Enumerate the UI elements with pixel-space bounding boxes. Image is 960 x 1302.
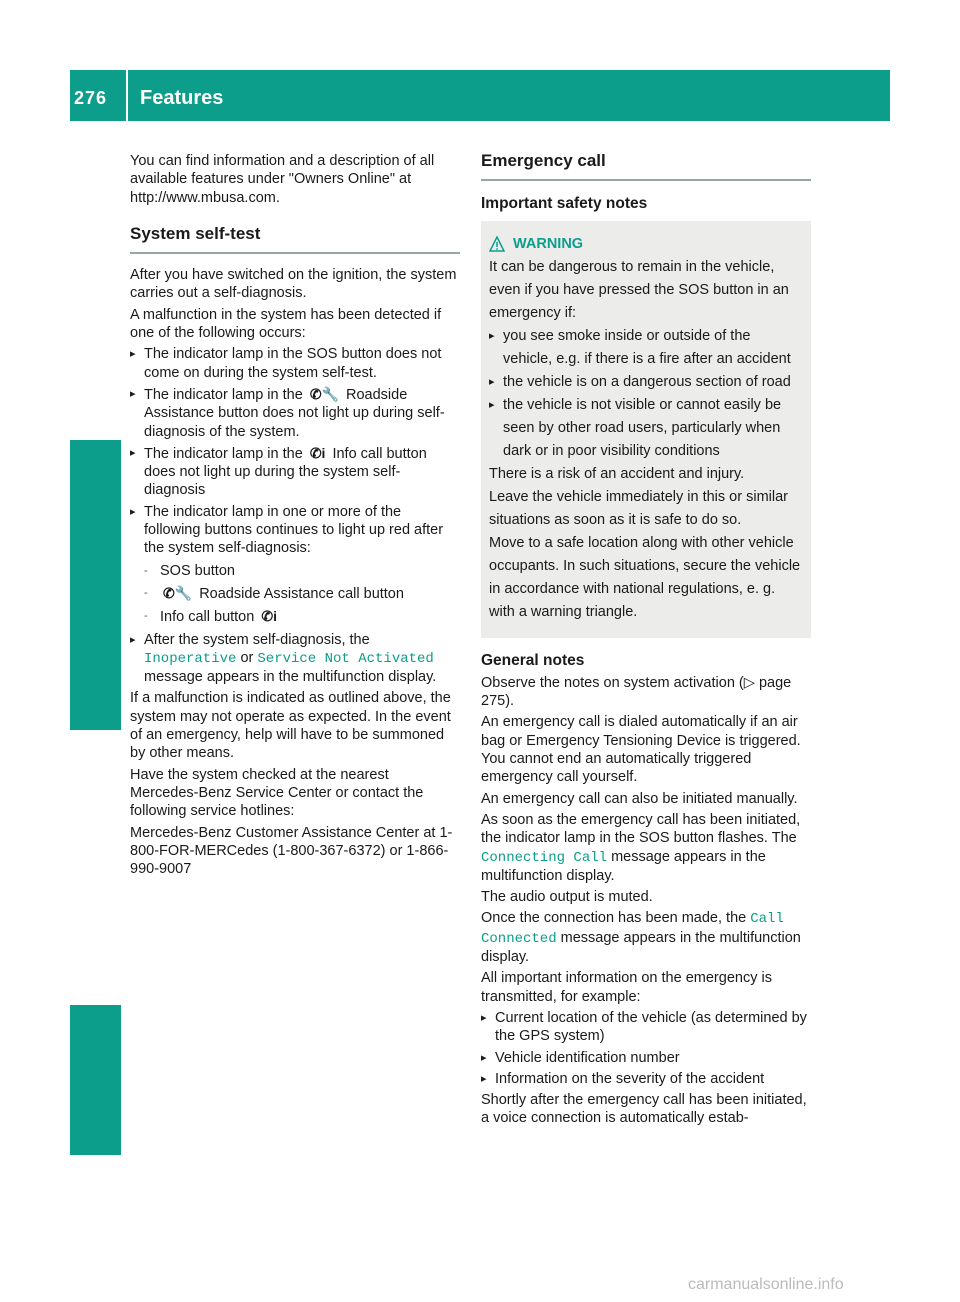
voice-connection-paragraph: Shortly after the emergency call has been initiated, a voice connection is automatically estab- [481, 1092, 807, 1127]
list-item: ▸ the vehicle is on a dangerous section of road [489, 371, 803, 394]
page-ref-arrow-icon: ▷ [743, 674, 755, 691]
left-column [130, 152, 460, 881]
audio-paragraph: The audio output is muted. [481, 889, 653, 906]
sublist-item: - ✆🔧 Roadside Assistance call button [144, 584, 460, 603]
auto-call-paragraph: An emergency call is dialed automatically if an air bag or Emergency Tensioning Device is triggered. You cannot end an automatically triggered emergency call yourself. [481, 714, 801, 786]
list-item: ▸ the vehicle is not visible or cannot easily be seen by other road users, particularly when dark or in poor visibility conditions [489, 394, 803, 463]
list-item: ▸ you see smoke inside or outside of the vehicle, e.g. if there is a fire after an accident [489, 325, 803, 371]
manual-call-paragraph: An emergency call can also be initiated manually. [481, 790, 798, 807]
connected-paragraph: Once the connection has been made, the Call Connected message appears in the multifunction display. [481, 910, 801, 966]
warning-paragraph: Leave the vehicle immediately in this or similar situations as soon as it is safe to do so. [489, 488, 788, 528]
activation-note: Observe the notes on system activation (▷ page 275). [481, 674, 792, 710]
phone-wrench-icon: ✆🔧 [163, 584, 193, 601]
warning-paragraph: There is a risk of an accident and injury. [489, 465, 745, 482]
warning-triangle-icon [489, 236, 505, 252]
list-item: ▸ Vehicle identification number [481, 1049, 811, 1067]
self-test-heading: System self-test [130, 225, 460, 254]
list-item: ▸ The indicator lamp in the ✆🔧 Roadside Assistance button does not light up during self-diagnosis of the system. [130, 385, 460, 441]
display-message-connecting: Connecting Call [481, 849, 608, 866]
side-tab-marker [70, 1005, 121, 1155]
button-sublist [130, 562, 460, 627]
warning-paragraph: Move to a safe location along with other vehicle occupants. In such situations, secure the vehicle in accordance with national regulations, e. g. with a warning triangle. [489, 534, 801, 620]
list-item: ▸ The indicator lamp in one or more of the following buttons continues to light up red after the system self-diagnosis: - SOS button - ✆🔧 Roadside Assistance call button - Info call button ✆i [130, 503, 460, 627]
transmitted-paragraph: All important information on the emergency is transmitted, for example: [481, 970, 772, 1005]
warning-header [489, 233, 803, 256]
list-item: ▸ Information on the severity of the accident [481, 1070, 811, 1088]
display-message-connected: Call Connected [481, 911, 784, 947]
safety-notes-heading: Important safety notes [481, 195, 648, 213]
list-item: ▸ Current location of the vehicle (as determined by the GPS system) [481, 1009, 811, 1046]
sublist-item: - SOS button [144, 562, 460, 580]
warning-box [481, 221, 811, 638]
sublist-item: - Info call button ✆i [144, 607, 460, 626]
list-item: ▸ The indicator lamp in the ✆i Info call button does not light up during the system self-diagnosis [130, 444, 460, 500]
malfunction-paragraph: A malfunction in the system has been detected if one of the following occurs: [130, 306, 442, 342]
hotline-paragraph: Mercedes-Benz Customer Assistance Center at 1-800-FOR-MERCedes (1-800-367-6372) or 1-866-990-9007 [130, 824, 453, 878]
transmitted-list [481, 1009, 811, 1088]
phone-wrench-icon: ✆🔧 [309, 385, 339, 402]
header-divider [126, 70, 128, 121]
phone-info-icon: ✆i [261, 608, 277, 625]
warning-paragraph: It can be dangerous to remain in the vehicle, even if you have pressed the SOS button in an emergency if: [489, 258, 789, 321]
list-item: ▸ The indicator lamp in the SOS button does not come on during the system self-test. [130, 345, 460, 382]
malfunction-list [130, 345, 460, 686]
list-item: ▸ After the system self-diagnosis, the Inoperative or Service Not Activated message appears in the multifunction display. [130, 631, 460, 687]
malfunction-note: If a malfunction is indicated as outlined above, the system may not operate as expected. In the event of an emergency, help will have to be summoned by other means. [130, 690, 451, 762]
warning-list [489, 325, 803, 463]
page-title: Features [140, 87, 224, 109]
service-paragraph: Have the system checked at the nearest Mercedes-Benz Service Center or contact the following service hotlines: [130, 766, 424, 820]
initiated-paragraph: As soon as the emergency call has been initiated, the indicator lamp in the SOS button flashes. The Connecting Call message appears in the multifunction display. [481, 811, 801, 884]
intro-paragraph: You can find information and a description of all available features under "Owners Online" at http://www.mbusa.com. [130, 153, 435, 206]
phone-info-icon: ✆i [309, 444, 326, 461]
page-reference-link[interactable]: page 275 [481, 674, 792, 710]
display-message-inoperative: Inoperative [144, 650, 237, 667]
right-column [481, 152, 811, 1131]
self-test-paragraph: After you have switched on the ignition, the system carries out a self-diagnosis. [130, 267, 457, 302]
display-message-not-activated: Service Not Activated [257, 650, 434, 667]
page-number: 276 [74, 88, 108, 108]
general-notes-heading: General notes [481, 651, 585, 669]
warning-label: WARNING [513, 235, 584, 252]
emergency-call-heading: Emergency call [481, 152, 811, 181]
watermark: carmanualsonline.info [688, 1276, 844, 1293]
